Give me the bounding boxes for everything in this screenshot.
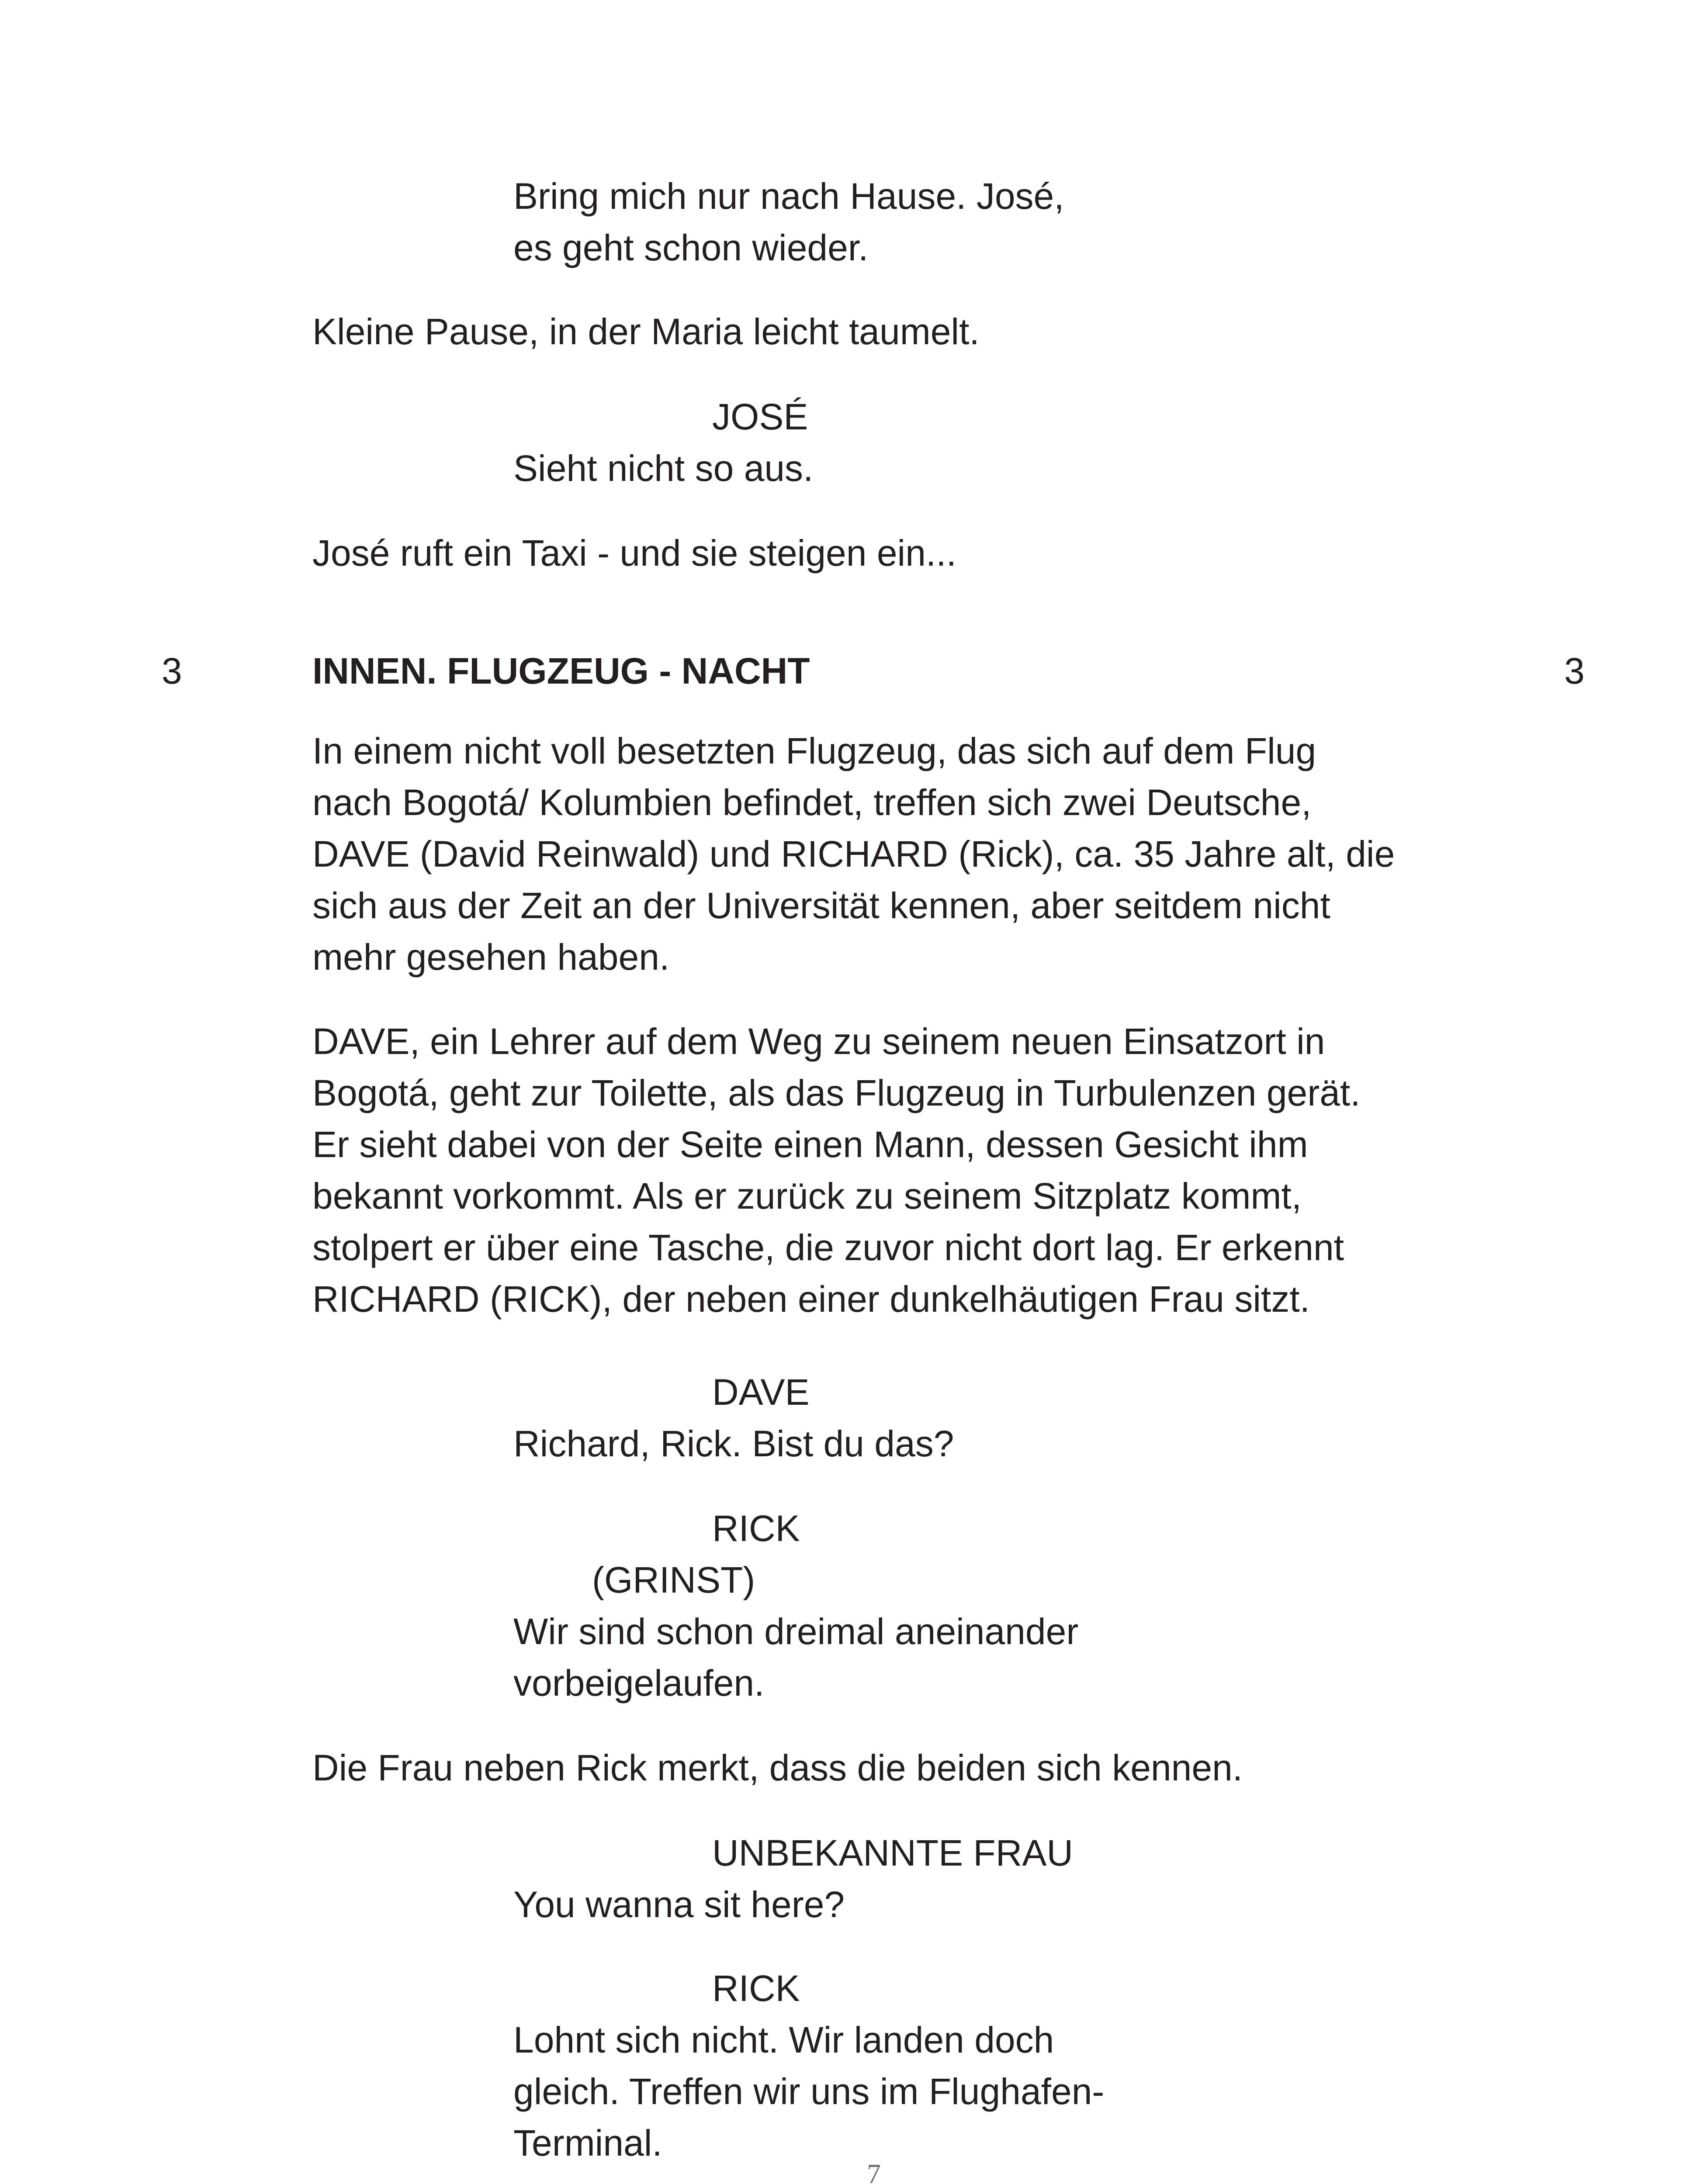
scene-heading: INNEN. FLUGZEUG - NACHT (312, 650, 810, 691)
character-name: DAVE (712, 1372, 810, 1413)
dialogue-line: Wir sind schon dreimal aneinander (513, 1611, 1079, 1652)
dialogue-line: es geht schon wieder. (513, 227, 869, 268)
dialogue-line: vorbeigelaufen. (513, 1662, 765, 1704)
action-line: nach Bogotá/ Kolumbien befindet, treffen sich zwei Deutsche, (312, 782, 1312, 823)
dialogue-line: gleich. Treffen wir uns im Flughafen- (513, 2071, 1105, 2112)
action-line: stolpert er über eine Tasche, die zuvor nicht dort lag. Er erkennt (312, 1227, 1344, 1268)
dialogue-line: Richard, Rick. Bist du das? (513, 1423, 954, 1464)
action-line: bekannt vorkommt. Als er zurück zu seinem Sitzplatz kommt, (312, 1175, 1302, 1216)
character-name: UNBEKANNTE FRAU (712, 1832, 1074, 1873)
action-line: In einem nicht voll besetzten Flugzeug, das sich auf dem Flug (312, 730, 1316, 771)
dialogue-line: Lohnt sich nicht. Wir landen doch (513, 2019, 1054, 2060)
action-line: Er sieht dabei von der Seite einen Mann, dessen Gesicht ihm (312, 1124, 1308, 1165)
character-name: JOSÉ (712, 396, 808, 437)
scene-number-right: 3 (1564, 650, 1585, 691)
dialogue-line: Terminal. (513, 2122, 662, 2163)
action-line: Bogotá, geht zur Toilette, als das Flugzeug in Turbulenzen gerät. (312, 1072, 1361, 1113)
dialogue-line: You wanna sit here? (513, 1884, 845, 1925)
action-line: sich aus der Zeit an der Universität kennen, aber seitdem nicht (312, 885, 1330, 926)
action-line: RICHARD (RICK), der neben einer dunkelhäutigen Frau sitzt. (312, 1279, 1310, 1320)
action-line: José ruft ein Taxi - und sie steigen ein... (312, 532, 956, 574)
action-line: Die Frau neben Rick merkt, dass die beiden sich kennen. (312, 1747, 1243, 1788)
action-line: mehr gesehen haben. (312, 936, 670, 978)
dialogue-line: Bring mich nur nach Hause. José, (513, 176, 1064, 217)
action-line: DAVE (David Reinwald) und RICHARD (Rick), ca. 35 Jahre alt, die (312, 833, 1395, 874)
action-line: Kleine Pause, in der Maria leicht taumelt. (312, 311, 980, 352)
character-name: RICK (712, 1968, 800, 2009)
dialogue-line: Sieht nicht so aus. (513, 448, 814, 489)
action-line: DAVE, ein Lehrer auf dem Weg zu seinem neuen Einsatzort in (312, 1021, 1325, 1062)
character-name: RICK (712, 1508, 800, 1549)
parenthetical: (GRINST) (592, 1559, 755, 1600)
page-number: 7 (867, 2158, 881, 2184)
scene-number-left: 3 (162, 650, 182, 691)
